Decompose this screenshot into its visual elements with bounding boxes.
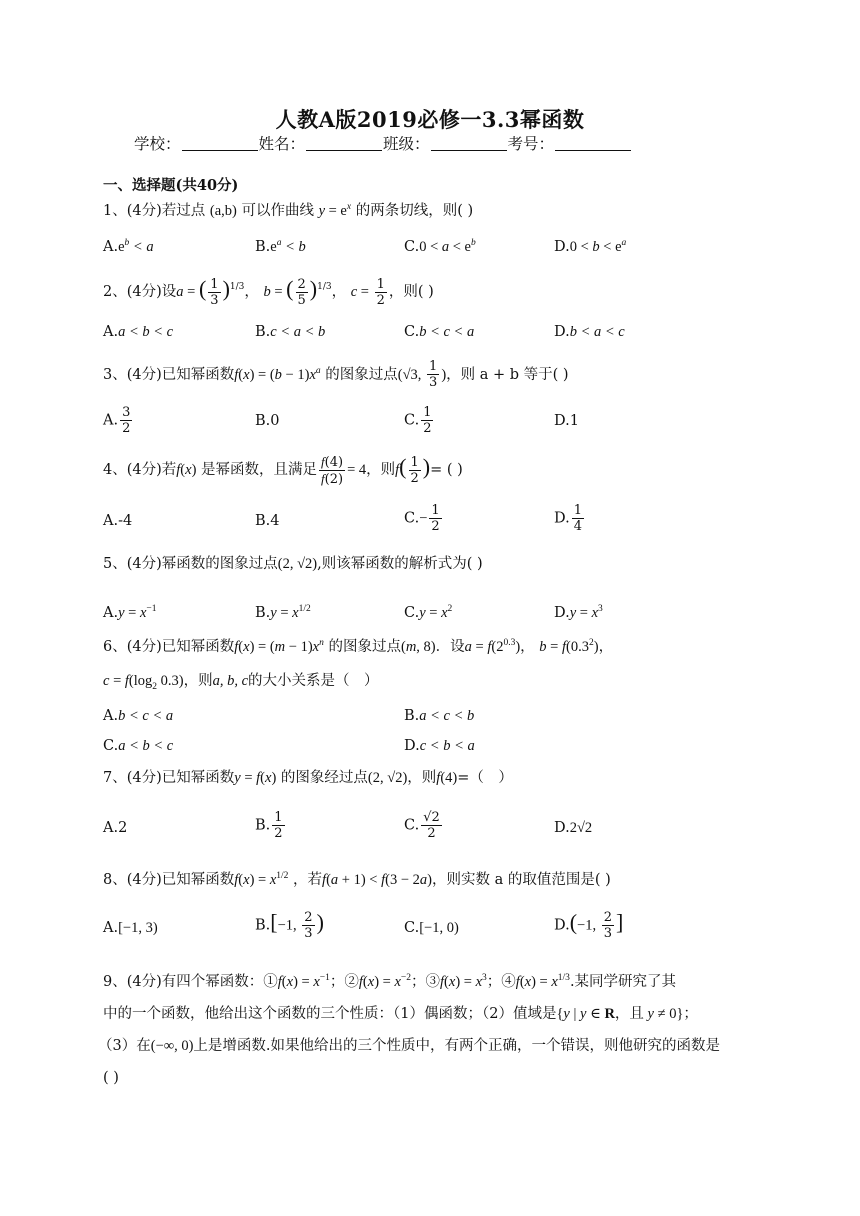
q7-option-b[interactable]: B. $\frac{1}{2}$ (255, 810, 283, 841)
q3-option-a[interactable]: A. $\frac{3}{2}$ (103, 405, 131, 436)
q5-option-c[interactable]: $C.y = x^2$ (404, 604, 453, 621)
q6-option-c[interactable]: C.a < b < c (103, 738, 174, 754)
q6-option-b[interactable]: B.a < c < b (404, 708, 475, 724)
name-field[interactable] (306, 134, 382, 151)
question-1-stem: 1、(4分)若过点 (a,b) 可以作曲线 $y = e^x$ 的两条切线，则( ) (103, 202, 474, 219)
q5-option-b[interactable]: $B.y = x^{1/2}$ (255, 604, 311, 621)
question-6-stem-line2: $c = f(\log_2$ 0.3)，则a, b, c的大小关系是（ ） (103, 673, 379, 692)
q3-option-c[interactable]: C. $\frac{1}{2}$ (404, 405, 432, 436)
number-label: 考号： (507, 135, 555, 153)
class-label: 班级： (383, 135, 430, 153)
q2-option-d[interactable]: D.b < a < c (554, 324, 625, 340)
question-8-stem: 8、(4分)已知幂函数$f(x) = x^{1/2}$ ，若f(a + 1) < f(3 − 2a)，则实数 a 的取值范围是( ) (103, 871, 611, 888)
class-field[interactable] (431, 134, 507, 151)
question-2-stem: 2、(4分)设a = ( $\frac{1}{3}$ )$^{1/3}$， b = ( $\frac{2}{5}$ )$^{1/3}$， c = $\frac{1}{2}$ ，则( ) (103, 276, 434, 308)
q8-option-a[interactable]: A.[−1, 3) (103, 920, 158, 936)
q1-option-b[interactable]: $B.e^a < b$ (255, 238, 306, 255)
question-3-stem: 3、(4分)已知幂函数$f(x) = (b - 1)x^a$ 的图象过点(√3, $\frac{1}{3}$ )，则 a + b 等于( ) (103, 359, 569, 391)
q1-option-a[interactable]: $A.e^b < a$ (103, 238, 154, 255)
q7-option-c[interactable]: C. $\frac{√2}{2}$ (404, 810, 440, 841)
question-4-stem: 4、(4分)若f(x) 是幂函数，且满足 $\frac{f(4)}{f(2)}$ = 4，则f( $\frac{1}{2}$ )= ( ) (103, 453, 463, 487)
q3-option-b[interactable]: B.0 (255, 413, 280, 429)
q7-option-a[interactable]: A.2 (103, 820, 128, 836)
name-label: 姓名： (258, 135, 306, 153)
question-9-line3: （3）在(−∞, 0)上是增函数.如果他给出的三个性质中，有两个正确，一个错误，则他研究的函数是 (98, 1038, 721, 1054)
q2-option-c[interactable]: C.b < c < a (404, 324, 475, 340)
q1-option-d[interactable]: $D.0 < b < e^a$ (554, 238, 627, 255)
q6-option-d[interactable]: D.c < b < a (404, 738, 475, 754)
q6-option-a[interactable]: A.b < c < a (103, 708, 174, 724)
q8-option-d[interactable]: D.(−1, $\frac{2}{3}$ ] (554, 909, 624, 941)
school-label: 学校： (134, 135, 181, 153)
question-9-line4: ( ) (103, 1070, 119, 1086)
question-9-line2: 中的一个函数，他给出这个函数的三个性质：（1）偶函数；（2）值域是{y | y ∈ R，且 y ≠ 0}； (103, 1006, 698, 1022)
q1-option-c[interactable]: $C.0 < a < e^b$ (404, 238, 476, 255)
q8-option-c[interactable]: C.[−1, 0) (404, 920, 459, 936)
question-7-stem: 7、(4分)已知幂函数y = f(x) 的图象经过点(2, √2)，则f(4)=（ ） (103, 770, 513, 786)
school-field[interactable] (182, 134, 258, 151)
q4-option-b[interactable]: B.4 (255, 513, 280, 529)
q3-option-d[interactable]: D.1 (554, 413, 579, 429)
q2-option-a[interactable]: A.a < b < c (103, 324, 174, 340)
q7-option-d[interactable]: D.2√2 (554, 820, 593, 836)
question-6-stem: 6、(4分)已知幂函数$f(x) = (m - 1)x^n$ 的图象过点(m, 8)．设$a = f(2^{0.3})$， $b = f(0.3^2)$， (103, 638, 614, 655)
page-title: 人教A版2019必修一3.3幂函数 (275, 107, 585, 132)
q2-option-b[interactable]: B.c < a < b (255, 324, 326, 340)
q5-option-a[interactable]: $A.y = x^{-1}$ (103, 604, 157, 621)
question-5-stem: 5、(4分)幂函数的图象过点(2, √2),则该幂函数的解析式为( ) (103, 556, 483, 572)
student-info-row (134, 132, 632, 154)
q5-option-d[interactable]: $D.y = x^3$ (554, 604, 603, 621)
number-field[interactable] (555, 134, 631, 151)
section-heading: 一、选择题(共40分) (103, 177, 239, 194)
q4-option-a[interactable]: A.-4 (103, 513, 133, 529)
q4-option-d[interactable]: D. $\frac{1}{4}$ (554, 503, 582, 534)
q8-option-b[interactable]: B.[−1, $\frac{2}{3}$ ) (255, 909, 324, 941)
question-9-stem: 9、(4分)有四个幂函数：①f(x) = $x^{-1}$；②f(x) = $x^{-2}$；③f(x) = $x^3$；④f(x) = $x^{1/3}$.某同学研究了其 (103, 973, 677, 990)
q4-option-c[interactable]: C.− $\frac{1}{2}$ (404, 503, 440, 534)
